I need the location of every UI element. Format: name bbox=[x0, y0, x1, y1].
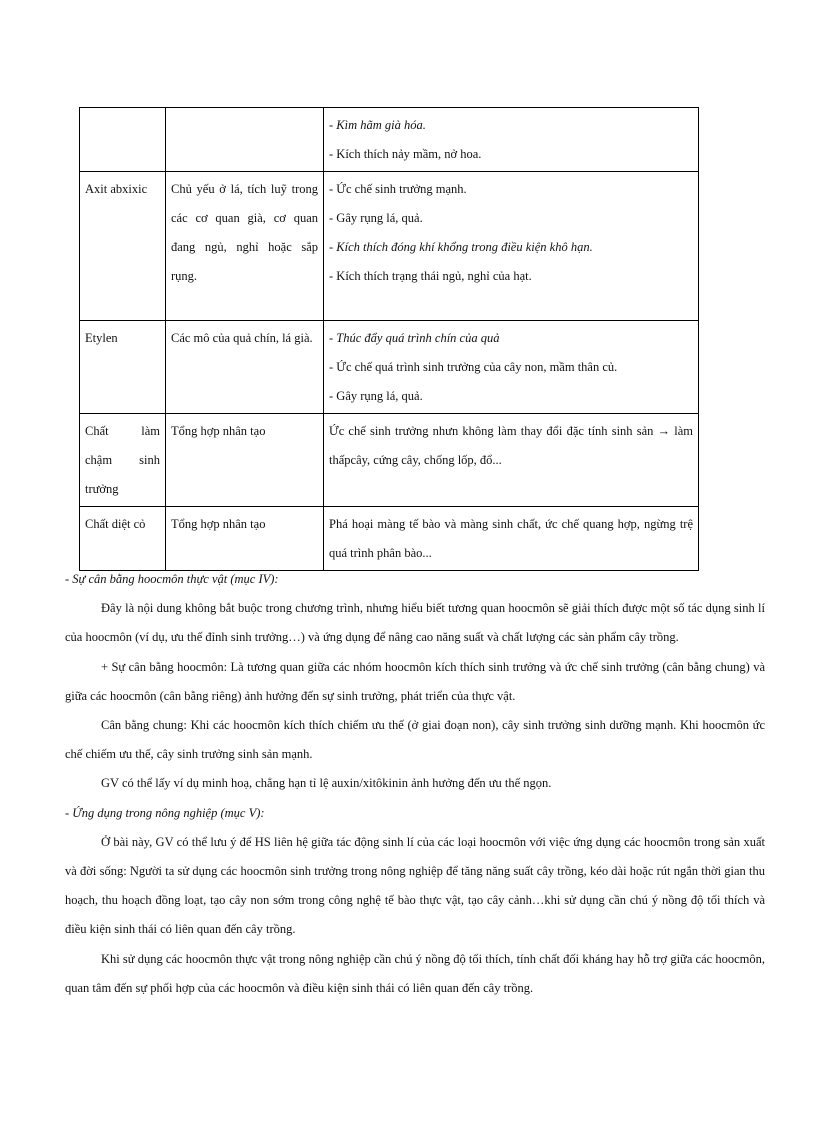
paragraph: Khi sử dụng các hoocmôn thực vật trong nông nghiệp cần chú ý nồng độ tối thích, tính chất đối kháng hay hỗ trợ giữa các hoocmôn, quan tâm đến sự phối hợp của các hoocmôn và điều kiện sinh thái có liên quan đến cây trồng. bbox=[65, 951, 765, 995]
effect-line: - Kích thích trạng thái ngủ, nghỉ của hạt. bbox=[329, 269, 532, 283]
effects-cell bbox=[324, 507, 699, 571]
hormone-name-cell: Etylen bbox=[80, 321, 166, 414]
effect-line: - Ức chế sinh trưởng mạnh. bbox=[329, 182, 467, 196]
paragraph: + Sự cân bằng hoocmôn: Là tương quan giữa các nhóm hoocmôn kích thích sinh trưởng và ức chế sinh trưởng (cân bằng chung) và giữa các hoocmôn (cân bằng riêng) ảnh hưởng đến sự sinh trưởng, phát triển của thực vật. bbox=[65, 659, 765, 703]
paragraph: Cân bằng chung: Khi các hoocmôn kích thích chiếm ưu thế (ở giai đoạn non), cây sinh trưởng sinh dưỡng mạnh. Khi hoocmôn ức chế chiếm ưu thế, cây sinh trưởng sinh sản mạnh. bbox=[65, 718, 765, 762]
hormone-name-cell: Chất diệt cỏ bbox=[80, 507, 166, 571]
effect-line: - Kích thích đóng khí khổng trong điều kiện khô hạn. bbox=[329, 240, 593, 254]
table-row bbox=[80, 321, 699, 414]
effect-line: - Gây rụng lá, quả. bbox=[329, 389, 423, 403]
effects-cell bbox=[324, 321, 699, 414]
section-heading-application: - Ứng dụng trong nông nghiệp (mục V): bbox=[65, 805, 265, 820]
effect-line: - Kìm hãm già hóa. bbox=[329, 118, 426, 132]
effect-line: - Thúc đẩy quá trình chín của quả bbox=[329, 331, 500, 345]
location-cell bbox=[166, 108, 324, 172]
location-cell: Chủ yếu ở lá, tích luỹ trong các cơ quan già, cơ quan đang ngủ, nghỉ hoặc sắp rụng. bbox=[166, 172, 324, 321]
effect-line: - Kích thích nảy mầm, nở hoa. bbox=[329, 147, 482, 161]
location-cell: Tổng hợp nhân tạo bbox=[166, 414, 324, 507]
body-text bbox=[65, 565, 765, 1003]
table-row bbox=[80, 172, 699, 321]
table-row bbox=[80, 507, 699, 571]
effects-cell bbox=[324, 108, 699, 172]
section-heading-balance: - Sự cân bằng hoocmôn thực vật (mục IV): bbox=[65, 572, 279, 586]
hormone-name-cell: Axit abxixic bbox=[80, 172, 166, 321]
effects-cell bbox=[324, 172, 699, 321]
hormone-name-cell bbox=[80, 108, 166, 172]
effect-line: Phá hoại màng tế bào và màng sinh chất, ức chế quang hợp, ngừng trệ quá trình phân bào... bbox=[329, 517, 693, 560]
paragraph: GV có thể lấy ví dụ minh hoạ, chẳng hạn tỉ lệ auxin/xitôkinin ảnh hưởng đến ưu thế ngọn. bbox=[101, 776, 552, 791]
hormone-table bbox=[79, 107, 699, 571]
paragraph: Ở bài này, GV có thể lưu ý để HS liên hệ giữa tác động sinh lí của các loại hoocmôn với việc ứng dụng các hoocmôn trong sản xuất và đời sống: Người ta sử dụng các hoocmôn sinh trưởng trong nông nghiệp để tăng năng suất cây trồng, kéo dài hoặc rút ngắn thời gian thu hoạch, thu hoạch đồng loạt, tạo cây non sớm trong công nghệ tế bào thực vật, tạo cây cảnh…khi sử dụng cần chú ý nồng độ tối thích và điều kiện sinh thái có liên quan đến cây trồng. bbox=[65, 834, 765, 937]
effect-line: Ức chế sinh trưởng nhưn không làm thay đổi đặc tính sinh sản → làm thấpcây, cứng cây, chống lốp, đổ... bbox=[329, 424, 693, 467]
location-cell: Tổng hợp nhân tạo bbox=[166, 507, 324, 571]
location-cell: Các mô của quả chín, lá già. bbox=[166, 321, 324, 414]
paragraph: Đây là nội dung không bắt buộc trong chương trình, nhưng hiểu biết tương quan hoocmôn sẽ giải thích được một số tác dụng sinh lí của hoocmôn (ví dụ, ưu thế đỉnh sinh trưởng…) và ứng dụng để nâng cao năng suất và chất lượng các sản phẩm cây trồng. bbox=[65, 601, 765, 645]
table-row bbox=[80, 414, 699, 507]
table-row bbox=[80, 108, 699, 172]
effect-line: - Gây rụng lá, quả. bbox=[329, 211, 423, 225]
hormone-name-cell: Chất làm chậm sinh trưởng bbox=[80, 414, 166, 507]
effects-cell bbox=[324, 414, 699, 507]
effect-line: - Ức chế quá trình sinh trưởng của cây non, mầm thân củ. bbox=[329, 360, 618, 374]
